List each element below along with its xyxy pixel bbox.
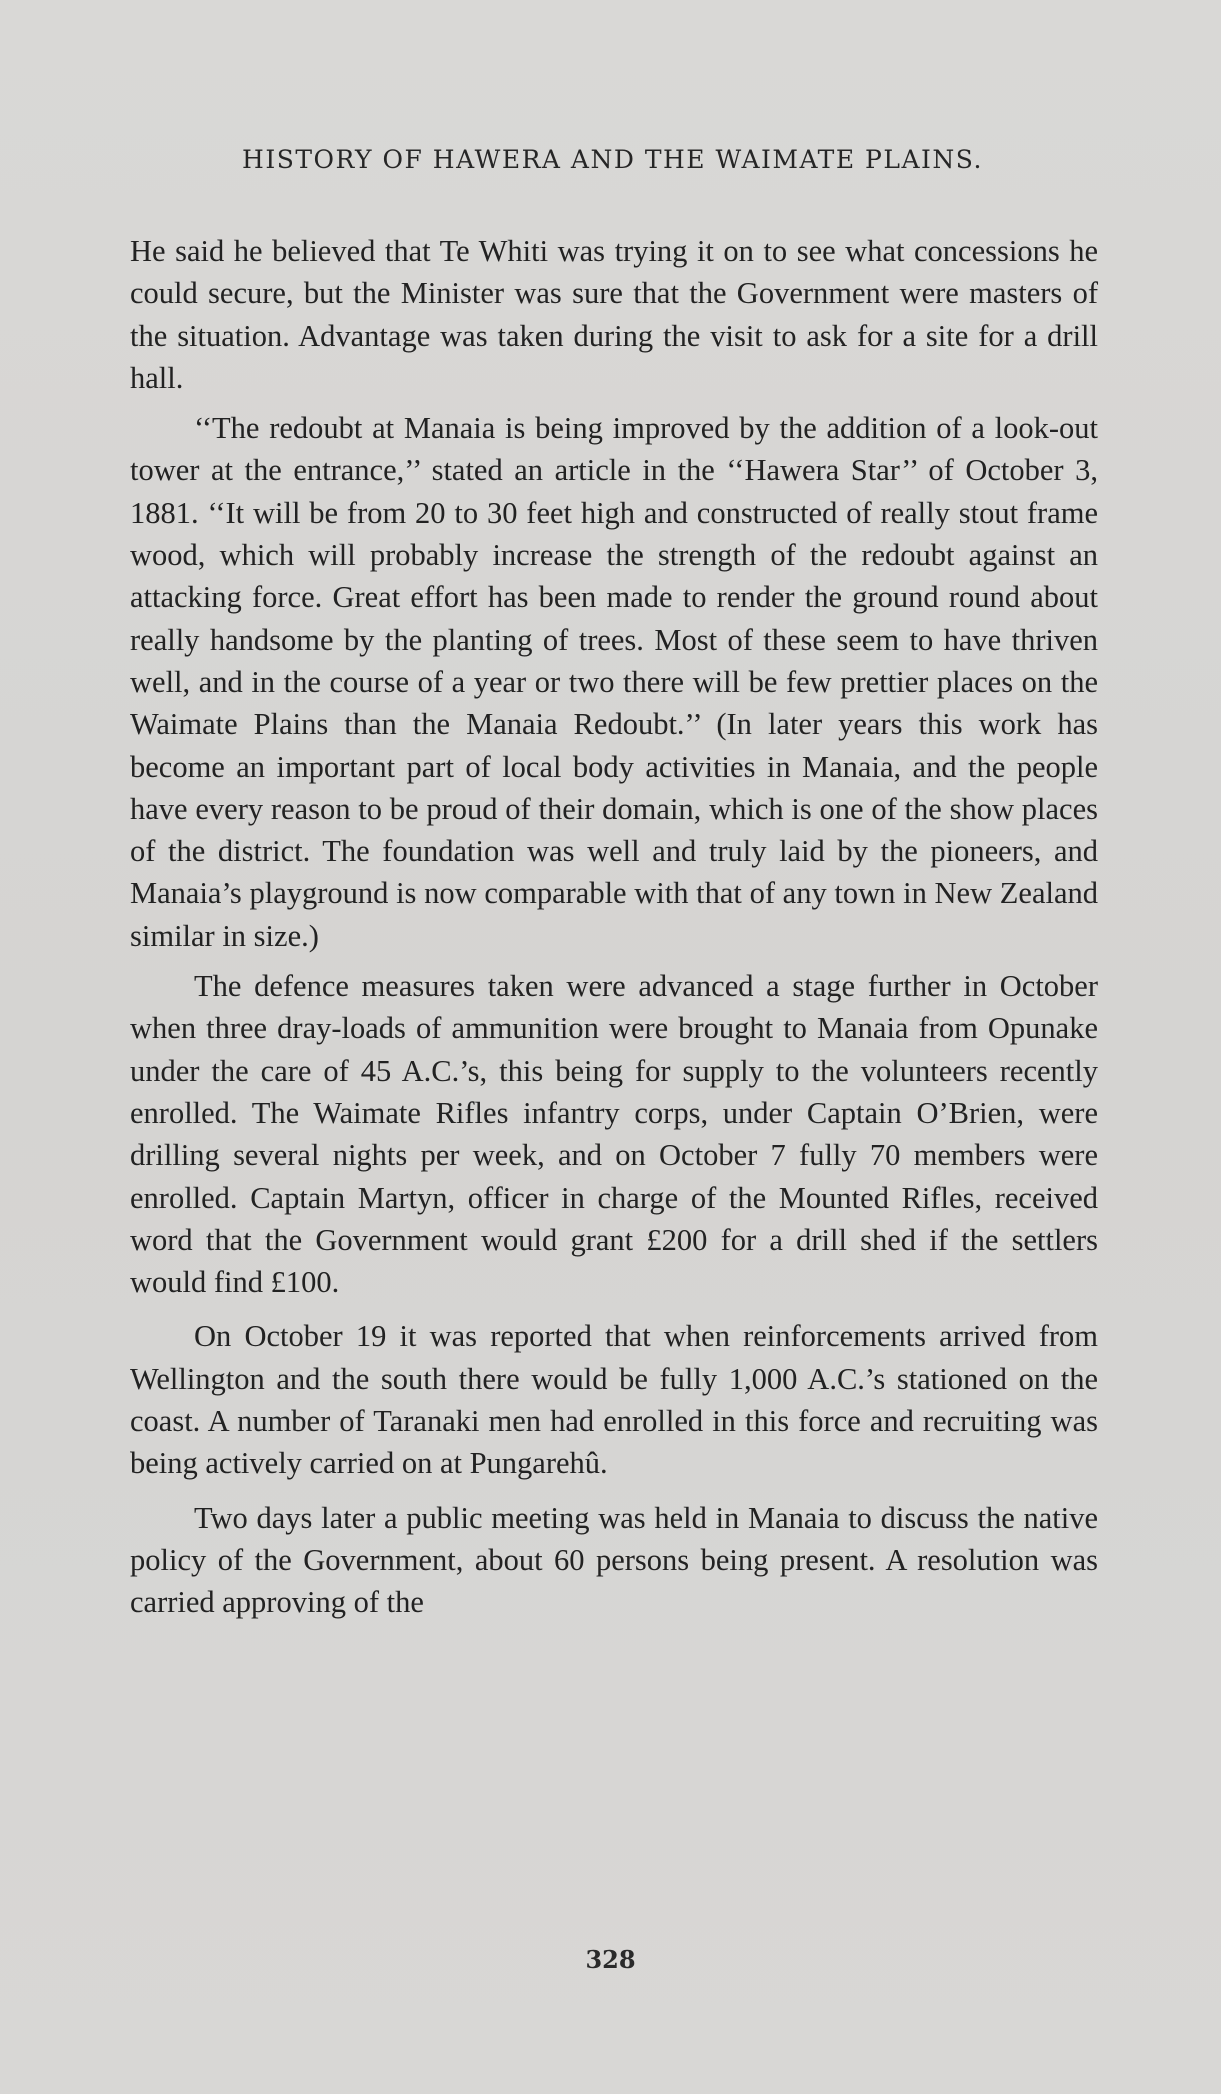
body-text (130, 230, 1098, 1624)
page-number: 328 (585, 1945, 636, 1974)
paragraph-reinforcements: On October 19 it was reported that when reinforcements arrived from Wellington and the south there would be fully 1,000 A.C.’s stationed on the coast. A number of Taranaki men had enrolled in this force and recruiting was being actively carried on at Pungarehû. (130, 1319, 1098, 1481)
paragraph-continuation: He said he believed that Te Whiti was trying it on to see what concessions he could secure, but the Minister was sure that the Government were masters of the situation. Advantage was taken during the visit to ask for a site for a drill hall. (130, 234, 1098, 395)
running-header: HISTORY OF HAWERA AND THE WAIMATE PLAINS. (242, 145, 983, 174)
paragraph-public-meeting: Two days later a public meeting was held in Manaia to discuss the native policy of the Government, about 60 persons being present. A resolution was carried approving of the (130, 1500, 1098, 1620)
paragraph-defence: The defence measures taken were advanced a stage further in October when three dray-loads of ammunition were brought to Manaia from Opunake under the care of 45 A.C.’s, this being for supply to the volunteers recently enrolled. The Waimate Rifles infantry corps, under Captain O’Brien, were drilling several nights per week, and on October 7 fully 70 members were enrolled. Captain Martyn, officer in charge of the Mounted Rifles, received word that the Government would grant £200 for a drill shed if the settlers would find £100. (130, 969, 1098, 1300)
paragraph-redoubt: ‘‘The redoubt at Manaia is being improved by the addition of a look-out tower at the entrance,’’ stated an article in the ‘‘Hawera Star’’ of October 3, 1881. ‘‘It will be from 20 to 30 feet high and constructed of really stout frame wood, which will probably increase the strength of the redoubt against an attacking force. Great effort has been made to render the ground round about really handsome by the planting of trees. Most of these seem to have thriven well, and in the course of a year or two there will be few prettier places on the Waimate Plains than the Manaia Redoubt.’’ (In later years this work has become an important part of local body activities in Manaia, and the people have every reason to be proud of their domain, which is one of the show places of the district. The foundation was well and truly laid by the pioneers, and Manaia’s playground is now comparable with that of any town in New Zealand similar in size.) (130, 411, 1098, 953)
